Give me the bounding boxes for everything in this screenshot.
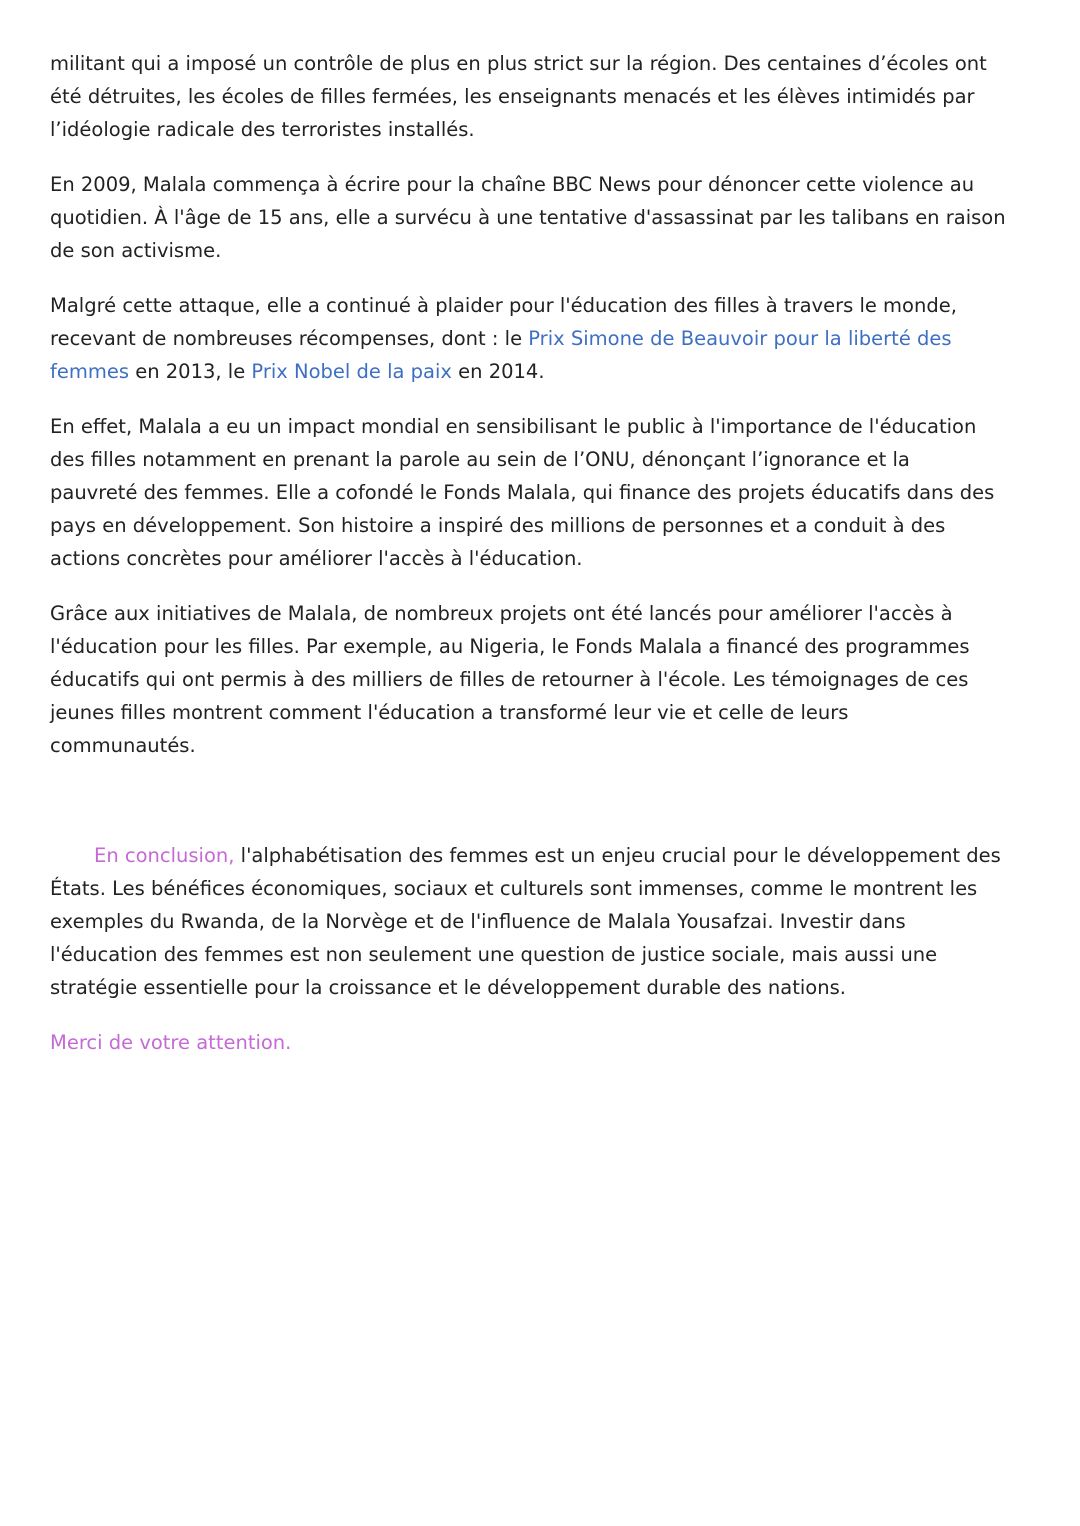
text-line: En 2009, Malala commença à écrire pour la chaîne BBC News pour dénoncer cette violence au — [50, 173, 975, 196]
link-prix-simone-de-beauvoir[interactable]: Prix Simone de Beauvoir pour la liberté des — [528, 327, 952, 350]
paragraph-bbc — [50, 168, 1030, 267]
text-line: des filles notamment en prenant la parole au sein de l’ONU, dénonçant l’ignorance et la — [50, 448, 910, 471]
paragraph-conclusion — [50, 839, 1030, 1004]
text-segment: en 2014. — [451, 360, 545, 383]
text-line: pauvreté des femmes. Elle a cofondé le Fonds Malala, qui finance des projets éducatifs dans des — [50, 481, 995, 504]
text-segment: l'alphabétisation des femmes est un enjeu crucial pour le développement des — [234, 844, 1001, 867]
text-line: stratégie essentielle pour la croissance et le développement durable des nations. — [50, 976, 846, 999]
text-line — [50, 322, 1030, 355]
link-prix-simone-de-beauvoir-cont[interactable]: femmes — [50, 360, 130, 383]
text-line: éducatifs qui ont permis à des milliers de filles de retourner à l'école. Les témoignages de ces — [50, 668, 969, 691]
text-line: pays en développement. Son histoire a inspiré des millions de personnes et a conduit à des — [50, 514, 946, 537]
text-line: communautés. — [50, 734, 196, 757]
paragraph-swat-context — [50, 47, 1030, 146]
paragraph-impact — [50, 410, 1030, 575]
text-line: de son activisme. — [50, 239, 222, 262]
text-line: l'éducation des femmes est non seulement une question de justice sociale, mais aussi une — [50, 943, 938, 966]
text-line: exemples du Rwanda, de la Norvège et de l'influence de Malala Yousafzai. Investir dans — [50, 910, 906, 933]
text-line: été détruites, les écoles de filles fermées, les enseignants menacés et les élèves intimidés par — [50, 85, 975, 108]
text-line: En effet, Malala a eu un impact mondial en sensibilisant le public à l'importance de l'éducation — [50, 415, 977, 438]
conclusion-lead: En conclusion, — [94, 844, 235, 867]
text-line: Grâce aux initiatives de Malala, de nombreux projets ont été lancés pour améliorer l'accès à — [50, 602, 953, 625]
text-line: jeunes filles montrent comment l'éducation a transformé leur vie et celle de leurs — [50, 701, 849, 724]
link-prix-nobel[interactable]: Prix Nobel de la paix — [251, 360, 452, 383]
text-line: Malgré cette attaque, elle a continué à plaider pour l'éducation des filles à travers le monde, — [50, 294, 957, 317]
paragraph-awards — [50, 289, 1030, 388]
text-line: États. Les bénéfices économiques, sociaux et culturels sont immenses, comme le montrent les — [50, 877, 978, 900]
text-segment: en 2013, le — [129, 360, 252, 383]
text-line — [50, 839, 1030, 872]
closing-line: Merci de votre attention. — [50, 1031, 292, 1054]
text-line — [50, 355, 1030, 388]
text-line: l’idéologie radicale des terroristes installés. — [50, 118, 475, 141]
text-segment: recevant de nombreuses récompenses, dont : le — [50, 327, 529, 350]
paragraph-initiatives — [50, 597, 1030, 762]
text-line: quotidien. À l'âge de 15 ans, elle a survécu à une tentative d'assassinat par les talibans en raison — [50, 206, 1006, 229]
text-line: militant qui a imposé un contrôle de plus en plus strict sur la région. Des centaines d’écoles ont — [50, 52, 987, 75]
spacer — [50, 784, 1030, 839]
text-line: actions concrètes pour améliorer l'accès à l'éducation. — [50, 547, 583, 570]
text-line: l'éducation pour les filles. Par exemple, au Nigeria, le Fonds Malala a financé des programmes — [50, 635, 970, 658]
